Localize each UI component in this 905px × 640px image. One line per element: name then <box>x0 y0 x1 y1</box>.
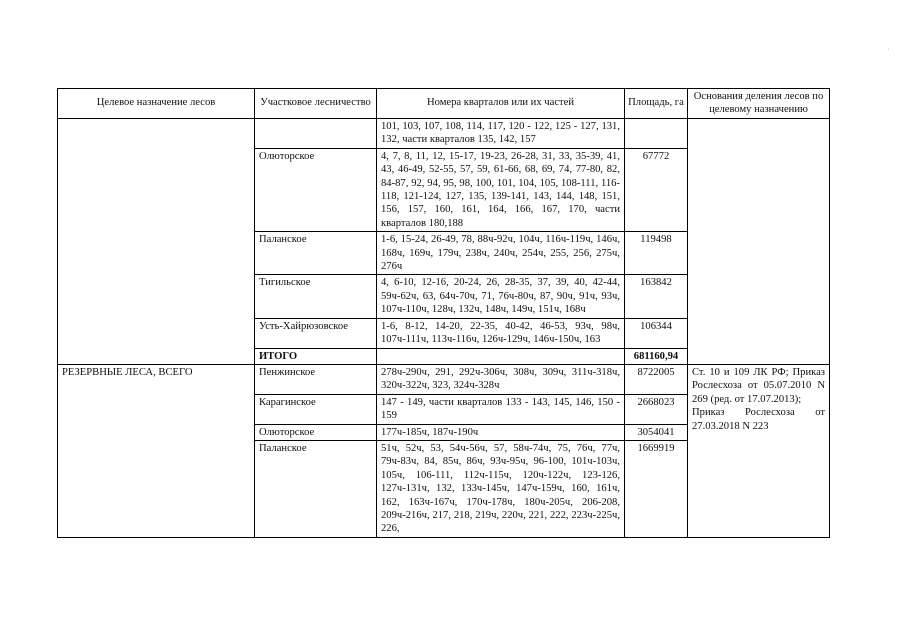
forest-purpose-table <box>57 88 830 538</box>
district-cell: Паланское <box>255 232 377 275</box>
purpose-cell-continued <box>58 119 255 365</box>
quarters-cell: 101, 103, 107, 108, 114, 117, 120 - 122, 125 - 127, 131, 132, части кварталов 135, 142, 157 <box>377 119 625 149</box>
district-cell: Усть-Хайрюзовское <box>255 318 377 348</box>
table-row <box>58 364 830 394</box>
quarters-cell: 4, 7, 8, 11, 12, 15-17, 19-23, 26-28, 31, 33, 35-39, 41, 43, 46-49, 52-55, 57, 59, 61-66, 68, 69, 74, 77-80, 82, 84-87, 92, 94, 95, 98, 100, 101, 104, 105, 108-111, 116-118, 121-124, 127, 135, 139-141, 143, 144, 148, 151, 156, 157, 160, 161, 164, 166, 167, 170, части кварталов 180,188 <box>377 148 625 231</box>
quarters-cell: 147 - 149, части кварталов 133 - 143, 145, 146, 150 - 159 <box>377 394 625 424</box>
district-cell: Карагинское <box>255 394 377 424</box>
district-cell: Олюторское <box>255 148 377 231</box>
district-cell: Паланское <box>255 440 377 537</box>
area-cell: 106344 <box>625 318 688 348</box>
district-cell: Олюторское <box>255 424 377 440</box>
district-cell: Тигильское <box>255 275 377 318</box>
district-cell: Пенжинское <box>255 364 377 394</box>
quarters-cell: 278ч-290ч, 291, 292ч-306ч, 308ч, 309ч, 311ч-318ч, 320ч-322ч, 323, 324ч-328ч <box>377 364 625 394</box>
quarters-cell: 51ч, 52ч, 53, 54ч-56ч, 57, 58ч-74ч, 75, 76ч, 77ч, 79ч-83ч, 84, 85ч, 86ч, 93ч-95ч, 96-100, 101ч-103ч, 105ч, 106-111, 112ч-115ч, 120ч-122ч, 123-126, 127ч-131ч, 132, 133ч-145ч, 147ч-159ч, 160, 161ч, 162, 163ч-167ч, 170ч-178ч, 180ч-205ч, 206-208, 209ч-216ч, 217, 218, 219ч, 220ч, 221, 222, 223ч-225ч, 226, <box>377 440 625 537</box>
basis-text-2: Приказ Рослесхоза от 27.03.2018 N 223 <box>692 407 825 432</box>
area-cell: 2668023 <box>625 394 688 424</box>
page-corner-mark: · <box>887 44 890 54</box>
reserve-purpose-cell: РЕЗЕРВНЫЕ ЛЕСА, ВСЕГО <box>58 364 255 537</box>
area-cell: 67772 <box>625 148 688 231</box>
quarters-cell: 1-6, 8-12, 14-20, 22-35, 40-42, 46-53, 93ч, 98ч, 107ч-111ч, 113ч-116ч, 126ч-129ч, 146ч-150ч, 163 <box>377 318 625 348</box>
header-district: Участковое лесничество <box>255 89 377 119</box>
area-cell: 3054041 <box>625 424 688 440</box>
reserve-basis-cell <box>688 364 830 537</box>
header-area: Площадь, га <box>625 89 688 119</box>
total-label: ИТОГО <box>255 348 377 364</box>
basis-text-1: Ст. 10 и 109 ЛК РФ; Приказ Рослесхоза от 05.07.2010 N 269 (ред. от 17.07.2013); <box>692 366 825 405</box>
quarters-cell <box>377 348 625 364</box>
area-cell: 163842 <box>625 275 688 318</box>
district-cell <box>255 119 377 149</box>
area-cell: 119498 <box>625 232 688 275</box>
area-cell: 8722005 <box>625 364 688 394</box>
area-cell: 1669919 <box>625 440 688 537</box>
total-area: 681160,94 <box>625 348 688 364</box>
header-basis: Основания деления лесов по целевому назначению <box>688 89 830 119</box>
basis-cell-continued <box>688 119 830 365</box>
header-row <box>58 89 830 119</box>
header-quarters: Номера кварталов или их частей <box>377 89 625 119</box>
quarters-cell: 177ч-185ч, 187ч-190ч <box>377 424 625 440</box>
table-row <box>58 119 830 149</box>
quarters-cell: 1-6, 15-24, 26-49, 78, 88ч-92ч, 104ч, 116ч-119ч, 146ч, 168ч, 169ч, 179ч, 238ч, 240ч, 254ч, 255, 256, 275ч, 276ч <box>377 232 625 275</box>
quarters-cell: 4, 6-10, 12-16, 20-24, 26, 28-35, 37, 39, 40, 42-44, 59ч-62ч, 63, 64ч-70ч, 71, 76ч-80ч, 87, 90ч, 91ч, 93ч, 107ч-110ч, 128ч, 132ч, 148ч, 149ч, 151ч, 168ч <box>377 275 625 318</box>
area-cell <box>625 119 688 149</box>
header-purpose: Целевое назначение лесов <box>58 89 255 119</box>
